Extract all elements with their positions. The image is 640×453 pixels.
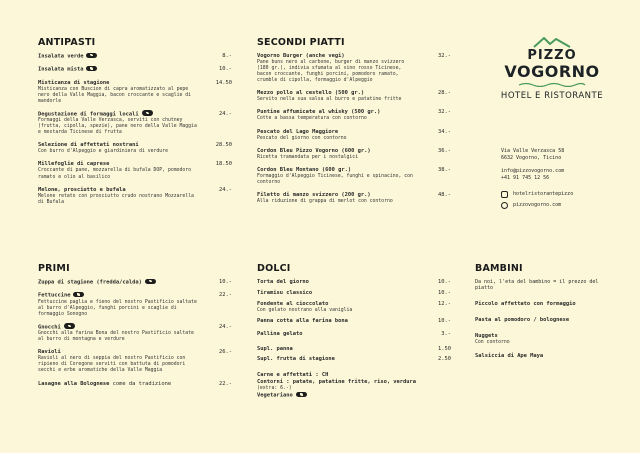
menu-item: Selezione di affettati nostrani Con burro d'Alpeggio e giardiniera di verdure 28.50 xyxy=(38,142,232,155)
menu-item: Fettuccine Fettuccine paglia e fieno del nostro Pastificio saltate al burro d'Alpeggio, funghi porcini e scaglie di formaggio Sonogno 22.- xyxy=(38,292,232,317)
menu-item: Tiramisu classico 10.- xyxy=(257,290,451,296)
menu-item: Cordon Bleu Montano (600 gr.) Formaggio d'Alpeggio Ticinese, funghi e spinacino, con contorno 38.- xyxy=(257,166,451,185)
vegetarian-icon xyxy=(86,53,97,59)
menu-item: Gnocchi Gnocchi alla farina Bona del nostro Pastificio saltate al burro di montagna e verdure 24.- xyxy=(38,323,232,343)
price: 18.50 xyxy=(215,161,232,168)
price: 26.- xyxy=(219,349,232,356)
kids-pricing-note: Da noi, l'eta del bambino = il prezzo del piatto xyxy=(475,279,599,292)
contact-block xyxy=(501,168,564,181)
menu-item: Millefoglie di caprese Croccante di pane, mozzarella di bufala DOP, pomodoro ramato e olio al basilico 18.50 xyxy=(38,161,232,180)
instagram-link[interactable]: hotelristorantepizzo xyxy=(501,191,573,198)
price: 14.50 xyxy=(215,79,232,86)
price: 22.- xyxy=(219,292,232,299)
price: 36.- xyxy=(438,147,451,154)
price: 32.- xyxy=(438,53,451,59)
menu-notes: Carne e affettati : CH Contorni : patate, patatine fritte, riso, verdura (extra: 6.-) Vegetariano xyxy=(257,372,417,399)
menu-item: Piccolo affettato con formaggio xyxy=(475,300,576,307)
vegetarian-icon xyxy=(64,323,75,329)
price: 10.- xyxy=(438,318,451,325)
menu-item: Insalata mista 10.- xyxy=(38,66,232,73)
price: 12.- xyxy=(438,301,451,307)
menu-item: Supl. frutta di stagione 2.50 xyxy=(257,356,451,363)
price: 24.- xyxy=(219,186,232,193)
price: 3.- xyxy=(441,331,451,338)
email-link[interactable]: info@pizzovogorno.com xyxy=(501,168,565,174)
secondi-title: SECONDI PIATTI xyxy=(257,37,345,48)
menu-item: Panna cotta alla farina bona 10.- xyxy=(257,318,451,325)
price: 28.50 xyxy=(215,142,232,149)
dolci-list xyxy=(257,279,451,399)
website-link[interactable]: pizzovogorno.com xyxy=(501,202,561,209)
menu-item: Puntine affumicate al whisky (500 gr.) Cotte a bassa temperatura con contorno 32.- xyxy=(257,109,451,122)
bambini-list xyxy=(475,279,605,366)
phone-link[interactable]: +41 91 745 12 56 xyxy=(501,174,550,181)
vegetarian-icon xyxy=(142,110,153,116)
wave-divider-icon xyxy=(517,82,587,87)
vegetarian-icon xyxy=(145,279,156,285)
menu-item: Fondente al cioccolato Con gelato nostrano alla vaniglia 12.- xyxy=(257,301,451,313)
price: 22.- xyxy=(219,380,232,387)
menu-item: Cordon Bleu Pizzo Vogorno (600 gr.) Ricetta tramandata per i nostalgici 36.- xyxy=(257,147,451,160)
menu-item: Melone, prosciutto e bufala Melone retato con prosciutto crudo nostrano Mozzarella di Bufala 24.- xyxy=(38,186,232,205)
menu-item: Pallina gelato 3.- xyxy=(257,331,451,338)
menu-item: Pescato del Lago Maggiore Pescato del giorno con contorno 34.- xyxy=(257,128,451,141)
primi-title: PRIMI xyxy=(38,263,70,274)
brand-name-line2: VOGORNO xyxy=(504,62,600,81)
brand-logo xyxy=(500,36,604,101)
menu-item: Degustazione di formaggi locali Formaggi della Valle Verzasca, serviti con chutney (frutta, cipolla, spezie), pane nero della Valle Maggia e mostarda Ticinese di frutta 24.- xyxy=(38,110,232,136)
primi-list xyxy=(38,279,232,394)
price: 10.- xyxy=(438,290,451,296)
globe-icon xyxy=(501,202,508,209)
vegetarian-icon xyxy=(296,392,307,398)
antipasti-title: ANTIPASTI xyxy=(38,37,96,48)
vegetarian-icon xyxy=(86,66,97,72)
brand-name-line1: PIZZO xyxy=(527,48,577,63)
menu-item: Vogorno Burger (anche vegi) Pane buns nero al carbone, burger di manzo svizzero (180 gr.), indivia sfumata al vino rosso Ticinese, bacon croccante, funghi porcini, pomodoro ramato, crumble di cipolla, formaggio d'Alpeggio 32.- xyxy=(257,53,451,84)
price: 1.50 xyxy=(438,346,451,353)
secondi-list xyxy=(257,53,451,211)
menu-item: Ravioli Ravioli al nero di seppia del nostro Pastificio con ripieno di Coregone serviti con battuta di pomodori secchi e erbe aromatiche della Valle Maggia 26.- xyxy=(38,349,232,374)
menu-item: Zuppa di stagione (fredda/calda) 10.- xyxy=(38,279,232,286)
menu-item: Torta del giorno 10.- xyxy=(257,279,451,285)
menu-item: Filetto di manzo svizzero (200 gr.) Alla riduzione di grappa di merlot con contorno 48.- xyxy=(257,191,451,204)
vegetarian-icon xyxy=(73,292,84,298)
price: 10.- xyxy=(219,66,232,73)
antipasti-list xyxy=(38,53,232,212)
menu-item: Nuggets Con contorno xyxy=(475,332,510,345)
price: 32.- xyxy=(438,109,451,116)
price: 48.- xyxy=(438,191,451,198)
price: 24.- xyxy=(219,110,232,117)
menu-item: Insalata verde 8.- xyxy=(38,53,232,60)
price: 2.50 xyxy=(438,356,451,363)
menu-item: Misticanza di stagione Misticanza con Buscion di capra aromatizzato al pepe nero della Valle Maggia, bacon croccante e scaglie di mandorle 14.50 xyxy=(38,79,232,104)
menu-item: Supl. panna 1.50 xyxy=(257,346,451,353)
price: 28.- xyxy=(438,90,451,97)
address-block: Via Valle Verzasca 58 6632 Vogorno, Ticino xyxy=(501,148,565,161)
bambini-title: BAMBINI xyxy=(475,263,523,274)
price: 8.- xyxy=(222,53,232,59)
menu-item: Pasta al pomodoro / bolognese xyxy=(475,316,570,323)
price: 38.- xyxy=(438,166,451,173)
dolci-title: DOLCI xyxy=(257,263,291,274)
menu-item: Mezzo pollo al cestello (500 gr.) Servito nella sua salsa al burro e patatine fritte 28.- xyxy=(257,90,451,103)
price: 24.- xyxy=(219,323,232,330)
instagram-icon xyxy=(501,191,508,198)
mountain-logo-icon xyxy=(532,36,572,48)
price: 10.- xyxy=(219,279,232,285)
brand-subtitle: HOTEL E RISTORANTE xyxy=(500,91,604,101)
menu-item: Salsiccia di Ape Maya xyxy=(475,352,544,359)
menu-item: Lasagne alla Bolognese come da tradizione 22.- xyxy=(38,380,232,387)
price: 34.- xyxy=(438,128,451,135)
price: 10.- xyxy=(438,279,451,285)
